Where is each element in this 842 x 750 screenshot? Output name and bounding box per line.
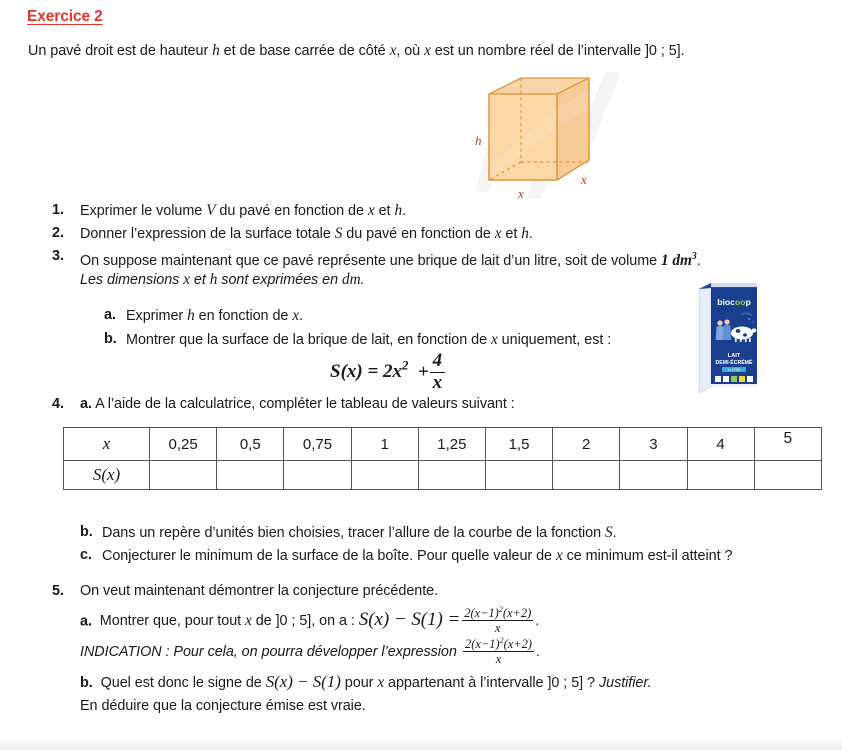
question-4a-body: A l’aide de la calculatrice, compléter le tableau de valeurs suivant : <box>95 396 515 412</box>
math-h: h <box>212 42 220 59</box>
question-3b <box>104 330 611 350</box>
indication-equation <box>457 636 540 667</box>
equation-5a: S(x) − S(1) = $\frac{2(x-1)^2(x+2)}{x}$ . <box>358 605 540 636</box>
math-h: h <box>394 202 403 219</box>
equation-5a-period: . <box>535 612 540 629</box>
question-4b-label: b. <box>80 524 93 540</box>
question-4c-text: Conjecturer le minimum de la surface de la boîte. Pour quelle valeur de x ce minimum est-il atteint ? <box>102 547 733 564</box>
question-5a-text: Montrer que, pour tout x de ]0 ; 5], on a : <box>95 612 359 630</box>
indication-period: . <box>535 642 540 659</box>
figure-label-x-depth: x <box>581 172 587 187</box>
math-dm: dm <box>342 271 361 288</box>
math-volume: 1 $dm^3$ <box>661 251 697 270</box>
math-s: S <box>605 524 613 541</box>
question-4b <box>80 523 617 543</box>
math-x: x <box>491 331 498 348</box>
table-cell-s-0[interactable] <box>150 461 217 490</box>
page-bottom-band <box>0 736 842 750</box>
question-5-text: On veut maintenant démontrer la conjecture précédente. <box>80 583 439 599</box>
carton-badge-text: 1 LITRE <box>727 368 741 372</box>
formula-surface-function <box>330 352 446 394</box>
equation-5a-fraction <box>462 605 533 635</box>
math-x: x <box>424 42 431 59</box>
table-cell-s-5[interactable] <box>485 461 552 490</box>
question-3b-label: b. <box>104 331 117 347</box>
question-1 <box>52 201 406 221</box>
figure-label-x-width: x <box>518 186 524 200</box>
math-x: x <box>292 307 300 324</box>
table-cell-x-4: 1,25 <box>418 428 485 461</box>
equation-5a-numerator: $2(x-1)^2(x+2)$ <box>464 605 532 621</box>
question-3-number: 3. <box>52 248 64 264</box>
indication-fraction <box>463 636 534 666</box>
question-3-note <box>80 270 365 290</box>
math-x: x <box>183 271 190 288</box>
math-h: h <box>209 271 218 288</box>
math-x: x <box>245 612 252 630</box>
table-cell-s-8[interactable] <box>687 461 754 490</box>
math-x: x <box>494 225 502 242</box>
indication-numerator: $2(x-1)^2(x+2)$ <box>465 636 532 652</box>
question-3b-text: Montrer que la surface de la brique de lait, en fonction de x uniquement, est : <box>126 331 612 348</box>
question-5a-label: a. <box>80 613 92 630</box>
math-s: S <box>334 225 343 242</box>
equation-5a-denominator: x <box>462 620 533 635</box>
question-5 <box>52 582 438 601</box>
math-x: x <box>389 42 397 59</box>
carton-product-line1: LAIT <box>727 353 741 359</box>
formula-fraction <box>430 351 446 393</box>
question-4c-label: c. <box>80 547 92 563</box>
math-x: x <box>555 547 563 564</box>
math-exponent-3: 3 <box>691 251 697 262</box>
question-1-text: Exprimer le volume V du pavé en fonction de x et h. <box>80 202 406 219</box>
math-v: V <box>206 202 216 219</box>
conclusion-text: En déduire que la conjecture émise est vraie. <box>80 698 366 714</box>
question-5a <box>80 606 539 636</box>
table-cell-x-6: 2 <box>553 428 620 461</box>
question-3-text: On suppose maintenant que ce pavé représente une brique de lait d’un litre, soit de volume 1 $dm^3$. <box>80 251 701 270</box>
math-h: h <box>187 307 195 324</box>
table-header-sx: S(x) <box>64 461 150 490</box>
table-cell-s-9[interactable] <box>754 461 821 490</box>
carton-brand-text: biocoop <box>717 297 751 307</box>
question-5b-text: Quel est donc le signe de S(x) − S(1) pour x appartenant à l’intervalle ]0 ; 5] ? Justifier. <box>96 672 652 691</box>
table-cell-s-4[interactable] <box>418 461 485 490</box>
question-5-indication <box>80 637 540 667</box>
indication-text: INDICATION : Pour cela, on pourra développer l’expression <box>80 643 457 660</box>
math-x: x <box>377 674 385 691</box>
table-cell-x-5: 1,5 <box>485 428 552 461</box>
question-2-number: 2. <box>52 225 64 241</box>
question-5b <box>80 672 652 693</box>
values-table <box>63 427 822 490</box>
question-5b-label: b. <box>80 675 93 691</box>
formula-lhs: $S(x) = 2x^2$ <box>330 359 409 383</box>
question-2-text: Donner l’expression de la surface totale S du pavé en fonction de x et h. <box>80 225 533 242</box>
question-5-number: 5. <box>52 583 64 599</box>
table-cell-s-3[interactable] <box>351 461 418 490</box>
formula-numerator: 4 <box>432 350 443 371</box>
math-x: x <box>367 202 375 219</box>
equation-5b: S(x) − S(1) <box>265 672 341 691</box>
question-5-conclusion <box>80 697 366 716</box>
table-cell-s-2[interactable] <box>284 461 351 490</box>
table-cell-s-1[interactable] <box>217 461 284 490</box>
table-cell-s-6[interactable] <box>553 461 620 490</box>
table-cell-x-1: 0,5 <box>217 428 284 461</box>
table-cell-x-9: 5 <box>754 428 821 461</box>
milk-carton-image <box>697 275 763 395</box>
table-cell-x-8: 4 <box>687 428 754 461</box>
table-cell-x-2: 0,75 <box>284 428 351 461</box>
question-1-number: 1. <box>52 202 64 218</box>
question-4-number: 4. <box>52 396 64 412</box>
question-3a <box>104 306 303 326</box>
question-4b-text: Dans un repère d’unités bien choisies, tracer l’allure de la courbe de la fonction S. <box>102 524 617 541</box>
rectangular-prism-diagram <box>455 72 630 200</box>
figure-label-h: h <box>475 133 482 148</box>
table-cell-x-7: 3 <box>620 428 687 461</box>
formula-denominator: x <box>430 372 446 394</box>
formula-plus: + <box>413 361 429 383</box>
question-4a-text <box>80 395 515 414</box>
question-4a-label: a. <box>80 396 92 412</box>
question-4c <box>80 546 732 566</box>
intro-text-part4: est un nombre réel de l’intervalle ]0 ; 5]. <box>430 43 685 59</box>
question-3a-label: a. <box>104 307 116 323</box>
equation-5a-exponent: 2 <box>498 605 503 614</box>
intro-paragraph <box>28 41 685 61</box>
table-cell-x-0: 0,25 <box>150 428 217 461</box>
indication-denominator: x <box>463 651 534 666</box>
question-4a <box>52 395 515 414</box>
intro-text-part2: et de base carrée de côté <box>219 43 390 59</box>
intro-text-part3: , où <box>396 43 425 59</box>
table-cell-s-7[interactable] <box>620 461 687 490</box>
table-cell-x-3: 1 <box>351 428 418 461</box>
page-title: Exercice 2 <box>27 8 103 25</box>
question-2 <box>52 224 533 244</box>
intro-text-part1: Un pavé droit est de hauteur <box>28 43 213 59</box>
formula-exponent: 2 <box>402 359 409 374</box>
table-row-x <box>64 428 822 461</box>
question-5b-justify: Justifier. <box>598 675 652 691</box>
question-3a-text: Exprimer h en fonction de x. <box>126 307 303 324</box>
indication-exponent: 2 <box>499 636 504 645</box>
carton-product-line2: DEMI-ÉCRÉMÉ <box>715 360 753 366</box>
math-h: h <box>521 225 529 242</box>
question-3-note-text: Les dimensions x et h sont exprimées en dm. <box>80 271 365 288</box>
question-3 <box>52 247 701 271</box>
table-row-s <box>64 461 822 490</box>
table-header-x: x <box>64 428 150 461</box>
